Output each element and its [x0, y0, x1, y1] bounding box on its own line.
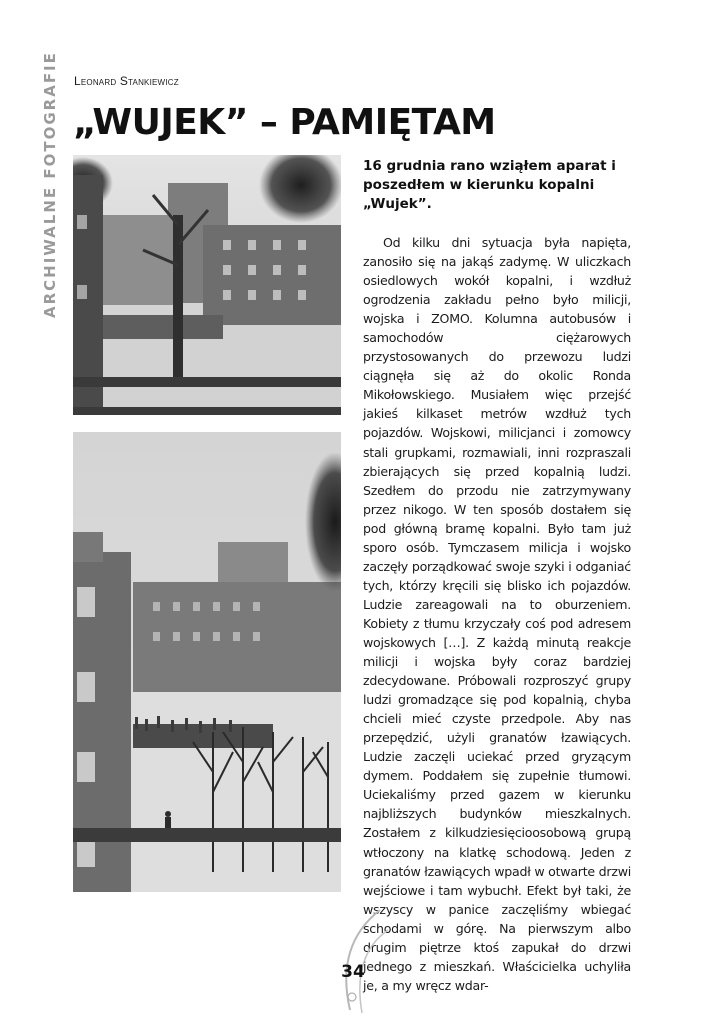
- lead-paragraph: 16 grudnia rano wziąłem aparat i poszedłem w kierunku kopalni „Wujek”.: [363, 158, 616, 212]
- article-title: „WUJEK” – PAMIĘTAM: [73, 102, 496, 143]
- photo-housing-blocks-smoke: [73, 155, 341, 415]
- article-body: Od kilku dni sytuacja była napięta, zanosiło się na jakąś zadymę. W uliczkach osiedlowych wokół kopalni, i wzdłuż ogrodzenia zakładu pełno było milicji, wojska i ZOMO. Kolumna autobusów i samochodów ciężarowych przystosowanych do przewozu ludzi ciągnęła się aż do okolic Ronda Mikołowskiego. Musiałem więc przejść jakieś kilkaset metrów wzdłuż tych pojazdów. Wojskowi, milicjanci i zomowcy stali grupkami, rozmawiali, inni rozpraszali zbierających się przed kopalnią ludzi. Szedłem do przodu nie zatrzymywany przez nikogo. W ten sposób dostałem się pod główną bramę kopalni. Było tam już sporo osób. Tymczasem milicja i wojsko zaczęły porządkować swoje szyki i odganiać tych, którzy kręcili się blisko ich pojazdów. Ludzie zareagowali na to oburzeniem. Kobiety z tłumu krzyczały coś pod adresem wojskowych […]. Z każdą minutą reakcje milicji i wojska były coraz bardziej zdecydowane. Próbowali rozproszyć grupy ludzi gromadzące się pod kopalnią, chyba chcieli mieć czyste przedpole. Aby nas przepędzić, użyli granatów łzawiących. Ludzie zaczęli uciekać przed gryzącym dymem. Poddałem się zupełnie tłumowi. Uciekaliśmy przed gazem w kierunku najbliższych budynków mieszkalnych. Zostałem z kilkudziesięcioosobową grupą wtłoczony na klatkę schodową. Jeden z granatów łzawiących wpadł w otwarte drzwi wejściowe i tam wybuchł. Efekt był taki, że wszyscy w panice zaczęliśmy wbiegać schodami w górę. Na pierwszym albo drugim piętrze ktoś zapukał do drzwi jednego z mieszkań. Właścicielka uchyliła je, a my wręcz wdar-: [363, 235, 631, 993]
- photo-street-crowd: [73, 432, 341, 892]
- author-name: Leonard Stankiewicz: [74, 74, 179, 88]
- page-number: 34: [341, 962, 365, 982]
- page-ornament-icon: [330, 905, 390, 1015]
- section-label: ARCHIWALNE FOTOGRAFIE: [41, 51, 59, 318]
